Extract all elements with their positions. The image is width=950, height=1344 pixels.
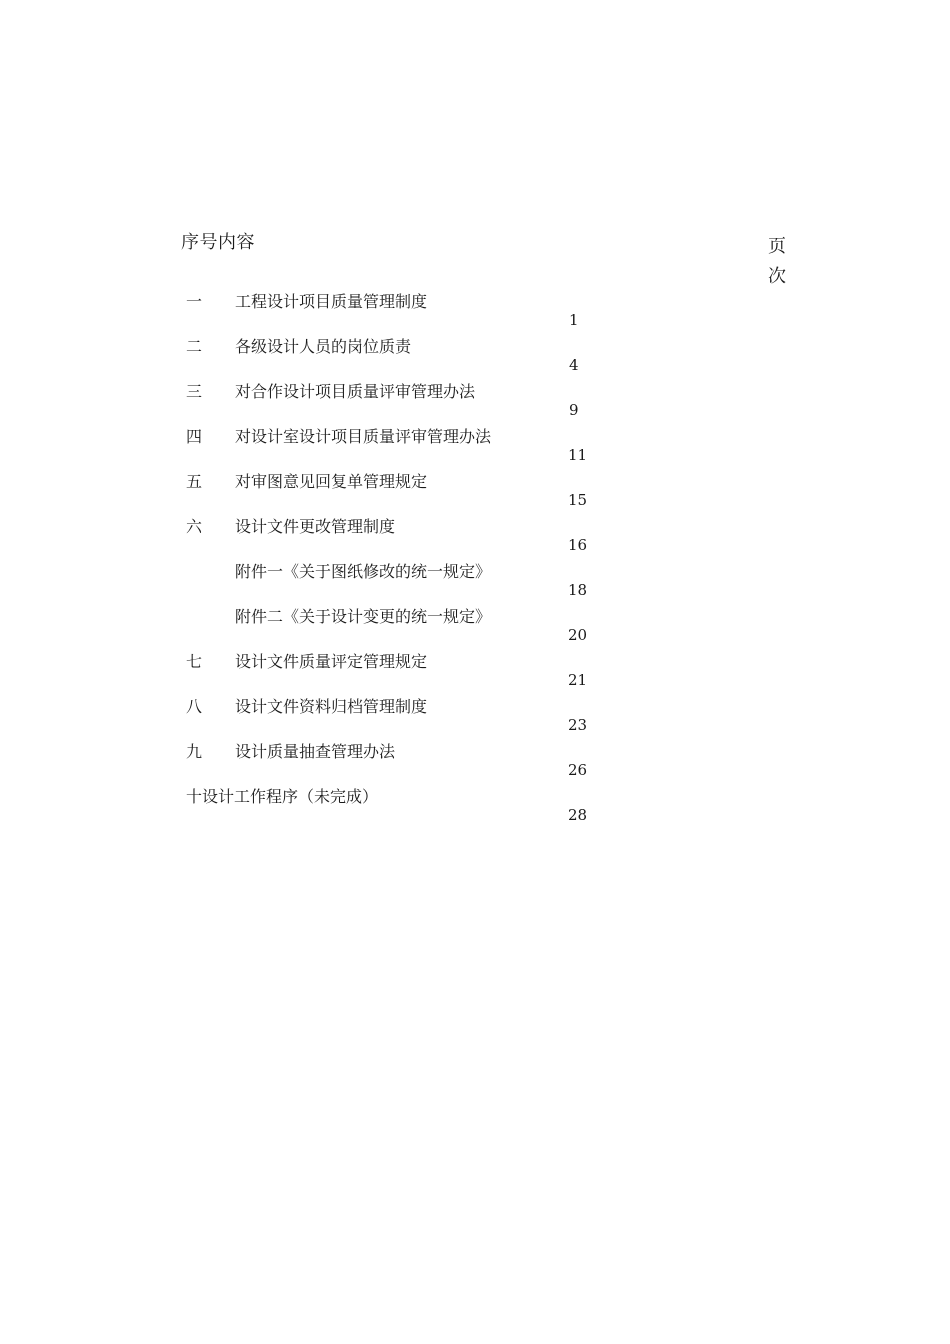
toc-entry	[0, 696, 950, 741]
toc-entry-page: 1	[569, 311, 579, 329]
toc-entry-number: 六	[186, 517, 203, 536]
header-page-char-1: 页	[768, 236, 786, 257]
toc-entry-title: 附件一《关于图纸修改的统一规定》	[235, 562, 492, 581]
toc-entry-title: 设计文件资料归档管理制度	[235, 697, 428, 716]
toc-entry-number: 三	[186, 382, 203, 401]
header-page-char-2: 次	[768, 266, 786, 287]
toc-entry-page: 26	[568, 761, 588, 779]
toc-entry-page: 21	[568, 671, 588, 689]
toc-entry-page: 16	[568, 536, 588, 554]
toc-entry	[0, 786, 950, 831]
toc-entry-number: 七	[186, 652, 203, 671]
toc-entry-title: 工程设计项目质量管理制度	[235, 292, 428, 311]
toc-entry-title: 各级设计人员的岗位质责	[235, 337, 412, 356]
toc-entry-title: 对审图意见回复单管理规定	[235, 472, 428, 491]
toc-entry-title: 设计文件更改管理制度	[235, 517, 396, 536]
toc-entry-title: 对合作设计项目质量评审管理办法	[235, 382, 476, 401]
toc-entry	[0, 336, 950, 381]
toc-entry-number: 二	[186, 337, 203, 356]
toc-entry-page: 11	[568, 446, 588, 464]
toc-entry-page: 28	[568, 806, 588, 824]
toc-entry	[0, 741, 950, 786]
toc-entry-number: 一	[186, 292, 203, 311]
toc-entry-page: 9	[569, 401, 579, 419]
toc-entry	[0, 606, 950, 651]
toc-entry-number: 九	[186, 742, 203, 761]
toc-entry-number: 四	[186, 427, 203, 446]
toc-entry	[0, 471, 950, 516]
toc-entry-number: 八	[186, 697, 203, 716]
toc-entry-number: 五	[186, 472, 203, 491]
toc-entry-title: 设计质量抽查管理办法	[235, 742, 396, 761]
toc-entry	[0, 291, 950, 336]
toc-entry	[0, 516, 950, 561]
toc-entry-title: 设计文件质量评定管理规定	[235, 652, 428, 671]
toc-entry	[0, 561, 950, 606]
toc-entry	[0, 381, 950, 426]
toc-entry-title: 对设计室设计项目质量评审管理办法	[235, 427, 492, 446]
toc-entry-title: 十设计工作程序（未完成）	[186, 787, 379, 806]
header-sequence-content: 序号内容	[181, 232, 255, 253]
toc-entry	[0, 426, 950, 471]
header-page-number	[767, 232, 787, 292]
toc-entry-page: 20	[568, 626, 588, 644]
toc-entry-title: 附件二《关于设计变更的统一规定》	[235, 607, 492, 626]
toc-entry	[0, 651, 950, 696]
toc-entry-page: 18	[568, 581, 588, 599]
toc-entry-page: 15	[568, 491, 588, 509]
toc-entry-page: 23	[568, 716, 588, 734]
toc-entry-page: 4	[569, 356, 579, 374]
